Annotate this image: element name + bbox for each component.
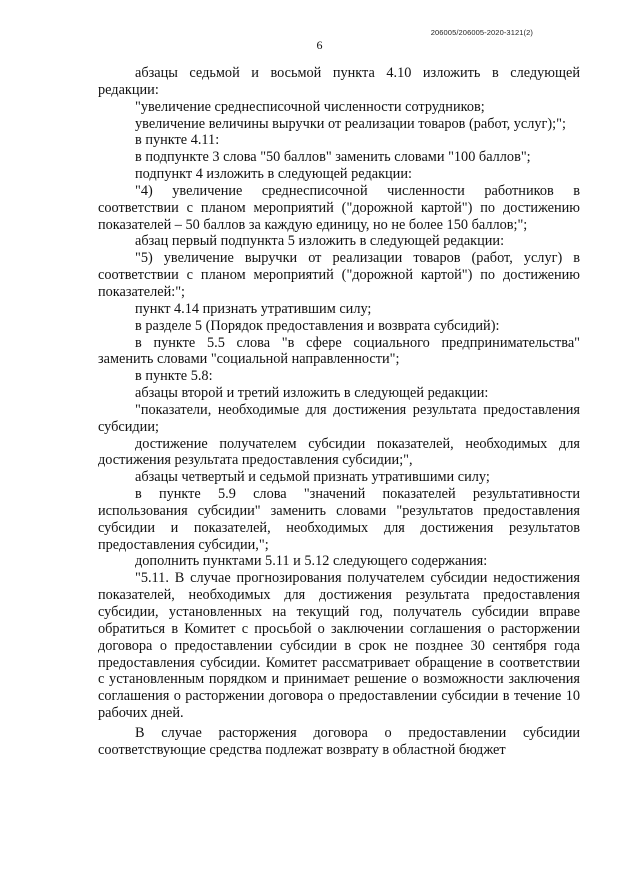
document-body xyxy=(98,65,580,759)
paragraph: "5) увеличение выручки от реализации товаров (работ, услуг) в соответствии с планом мероприятий ("дорожной картой") по достижению показателей:"; xyxy=(98,250,580,300)
paragraph: пункт 4.14 признать утратившим силу; xyxy=(135,300,372,317)
paragraph: абзац первый подпункта 5 изложить в следующей редакции: xyxy=(135,233,505,250)
paragraph: дополнить пунктами 5.11 и 5.12 следующего содержания: xyxy=(135,553,488,570)
page-number: 6 xyxy=(316,38,323,52)
paragraph: в пункте 5.5 слова "в сфере социального предпринимательства" заменить словами "социальной направленности"; xyxy=(98,334,580,368)
paragraph: В случае расторжения договора о предоставлении субсидии соответствующие средства подлежат возврату в областной бюджет xyxy=(98,724,580,758)
paragraph: в подпункте 3 слова "50 баллов" заменить словами "100 баллов"; xyxy=(135,149,531,166)
paragraph: достижение получателем субсидии показателей, необходимых для достижения результата предоставления субсидии;", xyxy=(98,435,580,469)
paragraph: "показатели, необходимые для достижения результата предоставления субсидии; xyxy=(98,401,580,435)
paragraph: в пункте 5.8: xyxy=(135,368,213,385)
paragraph: в пункте 5.9 слова "значений показателей результативности использования субсидии" заменить словами "результатов предоставления субсидии и показателей, необходимых для достижения результатов предоставления субсидии,"; xyxy=(98,486,580,553)
paragraph: абзацы четвертый и седьмой признать утратившими силу; xyxy=(135,469,490,486)
paragraph: в разделе 5 (Порядок предоставления и возврата субсидий): xyxy=(135,317,500,334)
paragraph: абзацы седьмой и восьмой пункта 4.10 изложить в следующей редакции: xyxy=(98,65,580,98)
paragraph: "увеличение среднесписочной численности сотрудников; xyxy=(135,98,485,115)
document-id: 206005/206005-2020-3121(2) xyxy=(430,28,533,37)
paragraph: в пункте 4.11: xyxy=(135,132,220,149)
paragraph: увеличение величины выручки от реализации товаров (работ, услуг);"; xyxy=(135,115,566,132)
paragraph: "5.11. В случае прогнозирования получателем субсидии недостижения показателей, необходимых для достижения результата предоставления субсидии, установленных на текущий год, получатель субсидии вправе обратиться в Комитет с просьбой о заключении соглашения о расторжении договора о предоставлении субсидии в срок не позднее 30 сентября года предоставления субсидии. Комитет рассматривает обращение в соответствии с установленным порядком и принимает решение о возможности заключения соглашения о расторжении договора о предоставлении субсидии в течение 10 рабочих дней. xyxy=(98,570,580,722)
paragraph: подпункт 4 изложить в следующей редакции: xyxy=(135,166,412,183)
paragraph: "4) увеличение среднесписочной численности работников в соответствии с планом мероприятий ("дорожной картой") по достижению показателей – 50 баллов за каждую единицу, но не более 150 баллов;"; xyxy=(98,182,580,233)
paragraph: абзацы второй и третий изложить в следующей редакции: xyxy=(135,385,489,402)
